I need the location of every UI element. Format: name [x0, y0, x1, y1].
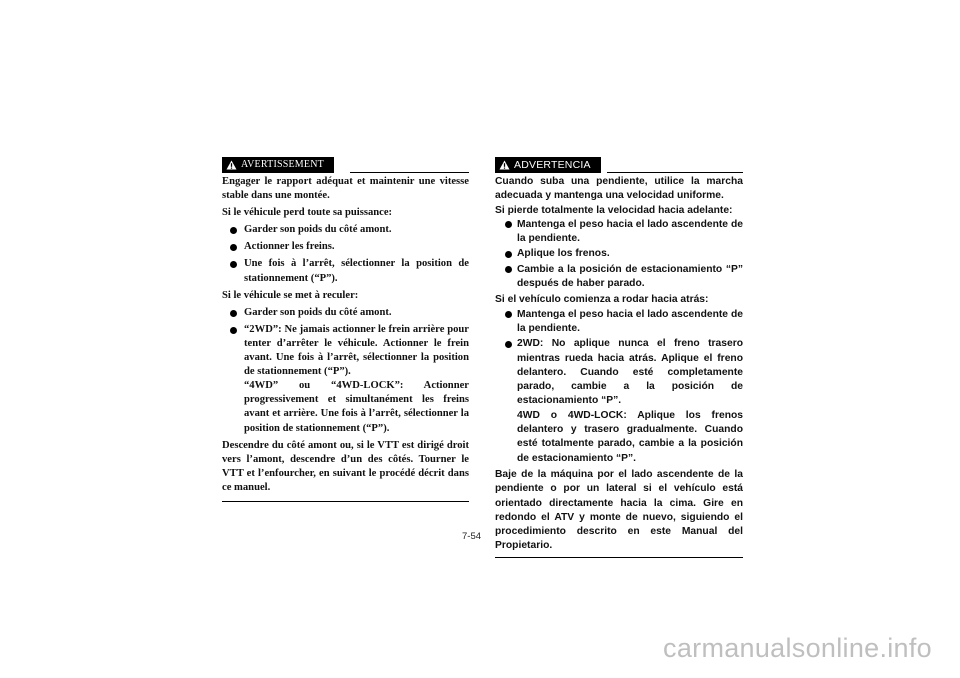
bullet-dot-icon [505, 221, 512, 228]
list-rolling-back [495, 308, 743, 466]
warning-badge-label: AVERTISSEMENT [241, 158, 324, 170]
header-rule [607, 172, 743, 173]
bullet-dot-icon [230, 244, 237, 251]
list-rolling-back [222, 306, 469, 436]
warning-header [222, 157, 469, 173]
paragraph-rolling-back: Si le véhicule se met à reculer: [222, 289, 359, 301]
warning-triangle-icon [499, 160, 510, 170]
bullet-dot-icon [505, 251, 512, 258]
paragraph-loss-power: Si le véhicule perd toute sa puissance: [222, 207, 393, 219]
list-loss-speed [495, 218, 743, 291]
list-item: Actionner les freins. [222, 240, 469, 254]
warning-header [495, 157, 743, 173]
list-item: Mantenga el peso hacia el lado ascendente de la pendiente. [495, 218, 743, 247]
list-item: Mantenga el peso hacia el lado ascendente de la pendiente. [495, 308, 743, 337]
paragraph-climb: Cuando suba una pendiente, utilice la marcha adecuada y mantenga una velocidad uniforme. [495, 176, 743, 202]
bullet-dot-icon [230, 310, 237, 317]
paragraph-dismount: Baje de la máquina por el lado ascendente de la pendiente o por un lateral si el vehículo está orientado directamente hacia la cima. Gire en redondo el ATV y monte de nuevo, siguiendo el procedimiento descrito en este Manual del Propietario. [495, 468, 743, 552]
block-end-rule [495, 557, 743, 559]
header-rule [350, 172, 469, 173]
bullet-dot-icon [230, 261, 237, 268]
list-item-4wd: 4WD o 4WD-LOCK: Aplique los frenos delantero y trasero gradualmente. Cuando esté totalmente parado, cambie a la posición de estacionamiento “P”. [517, 409, 743, 464]
bullet-dot-icon [505, 341, 512, 348]
list-item [495, 337, 743, 466]
page-number: 7-54 [462, 531, 482, 542]
list-item-4wd: “4WD” ou “4WD-LOCK”: Actionner progressivement et simultanément les freins avant et arrière. Une fois à l’arrêt, sélectionner la position de stationnement (“P”). [244, 380, 469, 434]
warning-badge [222, 157, 334, 173]
list-loss-power [222, 223, 469, 285]
bullet-dot-icon [230, 327, 237, 334]
list-item: Garder son poids du côté amont. [222, 306, 469, 320]
warning-triangle-icon [226, 160, 237, 170]
warning-block-spanish [495, 157, 743, 558]
paragraph-rolling-back: Si el vehículo comienza a rodar hacia atrás: [495, 294, 709, 306]
list-item-2wd: 2WD: No aplique nunca el freno trasero mientras rueda hacia atrás. Aplique el freno delantero. Cuando esté completamente parado, cambie a la posición de estacionamiento “P”. [517, 338, 743, 407]
list-item: Garder son poids du côté amont. [222, 223, 469, 237]
warning-badge-label: ADVERTENCIA [514, 158, 591, 171]
block-end-rule [222, 501, 469, 503]
paragraph-dismount: Descendre du côté amont ou, si le VTT est dirigé droit vers l’amont, descendre d’un des côtés. Tourner le VTT et l’enfourcher, en suivant le procédé décrit dans ce manuel. [222, 439, 469, 493]
list-item: Cambie a la posición de estacionamiento “P” después de haber parado. [495, 263, 743, 292]
watermark: carmanualsonline.info [663, 633, 932, 663]
list-item: Une fois à l’arrêt, sélectionner la position de stationnement (“P”). [222, 257, 469, 285]
warning-block-french [222, 157, 469, 502]
bullet-dot-icon [505, 266, 512, 273]
bullet-dot-icon [230, 227, 237, 234]
list-item: Aplique los frenos. [495, 247, 743, 261]
bullet-dot-icon [505, 311, 512, 318]
paragraph-loss-speed: Si pierde totalmente la velocidad hacia adelante: [495, 204, 733, 216]
paragraph-climb: Engager le rapport adéquat et maintenir une vitesse stable dans une montée. [222, 176, 469, 202]
list-item [222, 323, 469, 436]
warning-badge [495, 157, 601, 173]
list-item-2wd: “2WD”: Ne jamais actionner le frein arrière pour tenter d’arrêter le véhicule. Actionner le frein avant. Une fois à l’arrêt, sélectionner la position de stationnement (“P”). [244, 323, 469, 378]
